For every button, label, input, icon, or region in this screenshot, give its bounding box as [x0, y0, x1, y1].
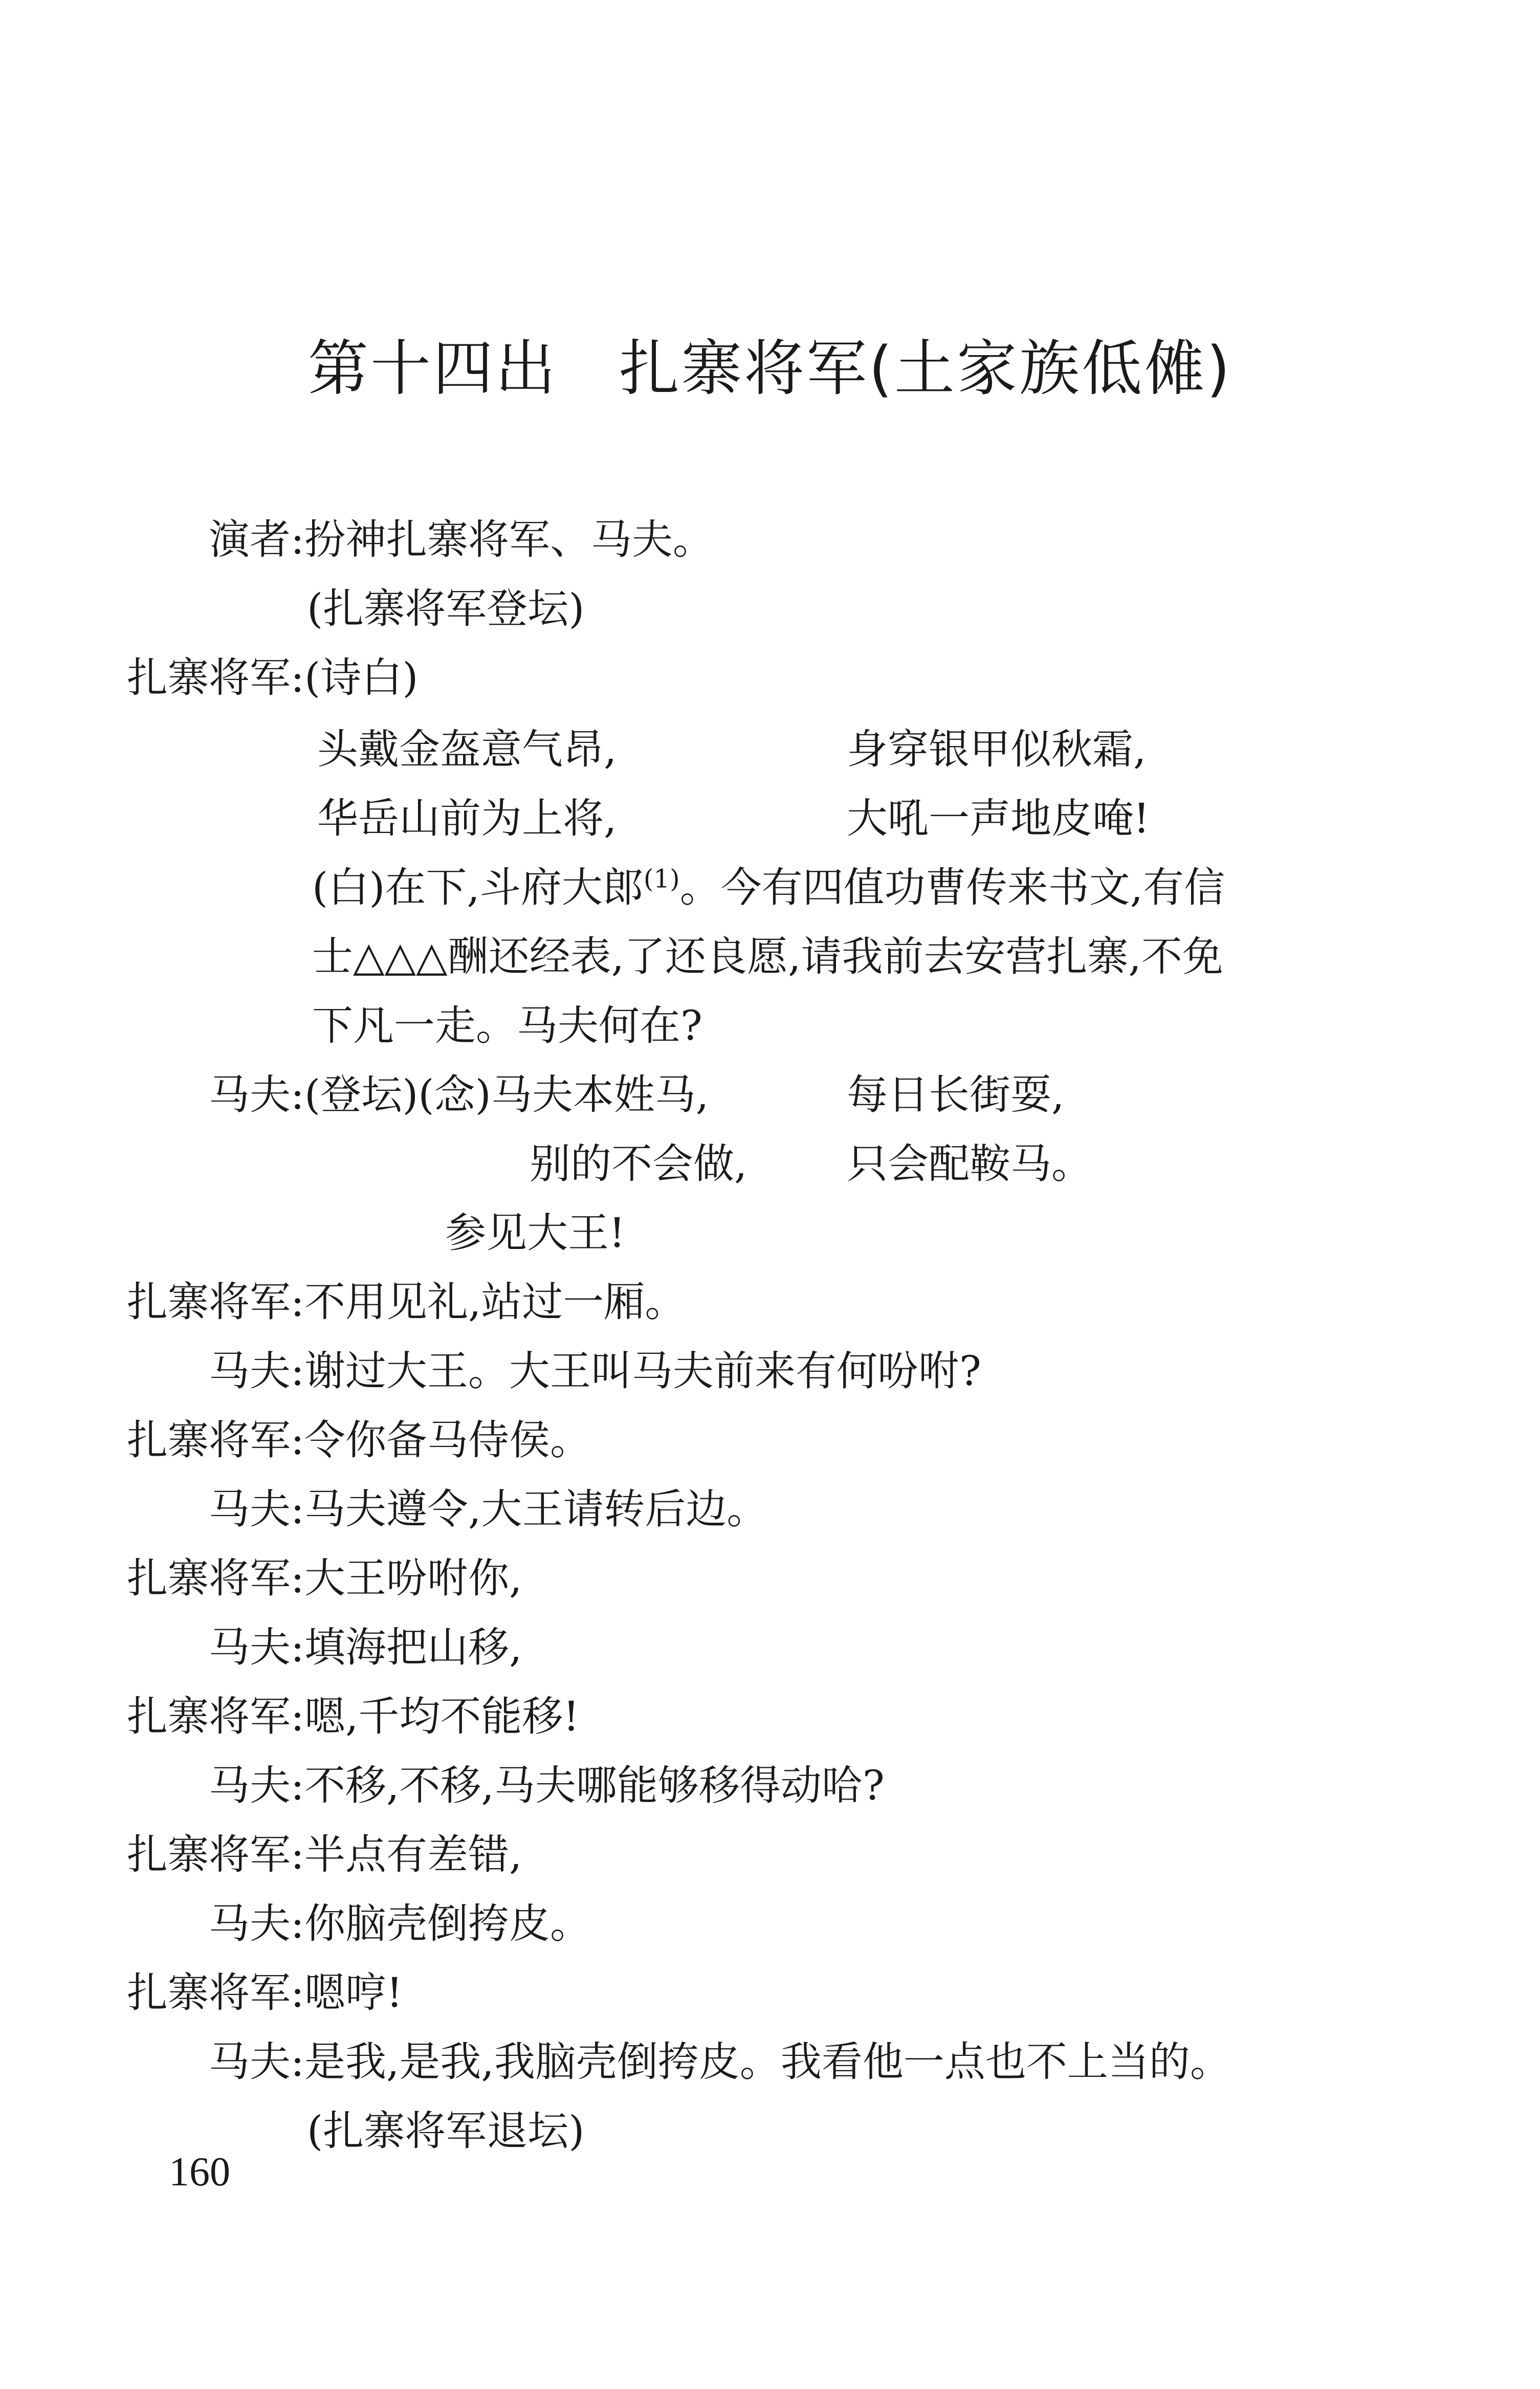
- speaker-label: 扎寨将军:: [127, 1416, 304, 1464]
- speaker-label: 马夫:: [209, 1762, 304, 1809]
- stage-direction: (扎寨将军退坛): [307, 2107, 585, 2155]
- dialogue-text: 参见大王!: [445, 1209, 626, 1257]
- speaker-label: 马夫:: [209, 1624, 304, 1671]
- dialogue-text: 令你备马侍侯。: [304, 1416, 591, 1464]
- dialogue-text: 半点有差错,: [304, 1831, 522, 1878]
- dialogue-text: 嗯哼!: [304, 1969, 403, 2017]
- speaker-label: 马夫:: [209, 1485, 304, 1533]
- dialogue-text: 你脑壳倒挎皮。: [304, 1900, 591, 1947]
- verse-left: 华岳山前为上将,: [317, 795, 617, 842]
- dialogue-text: 下凡一走。马夫何在?: [312, 1002, 702, 1049]
- verse-right: 大吼一声地皮唵!: [847, 795, 1150, 842]
- speaker-label: 扎寨将军:: [127, 1831, 304, 1878]
- dialogue-text: (诗白): [304, 654, 419, 702]
- speaker-label: 马夫:: [209, 1900, 304, 1947]
- page-number: 160: [169, 2150, 230, 2195]
- stage-direction: (扎寨将军登坛): [307, 585, 585, 632]
- verse-left: (登坛)(念)马夫本姓马,: [304, 1071, 709, 1119]
- verse-right: 每日长街耍,: [847, 1071, 1065, 1119]
- footnote-marker: (1): [643, 864, 680, 894]
- scene-number: 第十四出: [307, 333, 558, 404]
- verse-right: 只会配鞍马。: [847, 1140, 1092, 1188]
- dialogue-text-part: (白)在下,斗府大郎: [312, 864, 644, 911]
- speaker-label: 演者:: [209, 516, 304, 563]
- dialogue-text: 填海把山移,: [304, 1624, 522, 1671]
- speaker-label: 扎寨将军:: [127, 654, 304, 702]
- speaker-label: 马夫:: [209, 2038, 304, 2086]
- speaker-label: 扎寨将军:: [127, 1969, 304, 2017]
- dialogue-text: 谢过大王。大王叫马夫前来有何吩咐?: [304, 1347, 981, 1395]
- scene-name: 扎寨将军(土家族低傩): [619, 333, 1233, 404]
- verse-right: 身穿银甲似秋霜,: [847, 726, 1147, 773]
- dialogue-text: [312, 860, 1225, 916]
- dialogue-text-part: 。今有四值功曹传来书文,有信: [679, 864, 1225, 911]
- dialogue-text: 马夫遵令,大王请转后边。: [304, 1485, 768, 1533]
- dialogue-text: 嗯,千均不能移!: [304, 1693, 580, 1740]
- speaker-label: 扎寨将军:: [127, 1693, 304, 1740]
- speaker-label: 马夫:: [209, 1071, 304, 1119]
- dialogue-text: 大王吩咐你,: [304, 1554, 522, 1602]
- dialogue-text: 扮神扎寨将军、马夫。: [304, 516, 714, 563]
- dialogue-text: 不移,不移,马夫哪能够移得动哈?: [304, 1762, 885, 1809]
- dialogue-text: 是我,是我,我脑壳倒挎皮。我看他一点也不上当的。: [304, 2038, 1231, 2086]
- dialogue-text: 不用见礼,站过一厢。: [304, 1278, 686, 1326]
- dialogue-text: 士△△△酬还经表,了还良愿,请我前去安营扎寨,不免: [312, 933, 1223, 980]
- verse-left: 别的不会做,: [530, 1140, 747, 1188]
- speaker-label: 马夫:: [209, 1347, 304, 1395]
- scene-title: [0, 327, 1540, 409]
- speaker-label: 扎寨将军:: [127, 1554, 304, 1602]
- verse-left: 头戴金盔意气昂,: [317, 726, 617, 773]
- speaker-label: 扎寨将军:: [127, 1278, 304, 1326]
